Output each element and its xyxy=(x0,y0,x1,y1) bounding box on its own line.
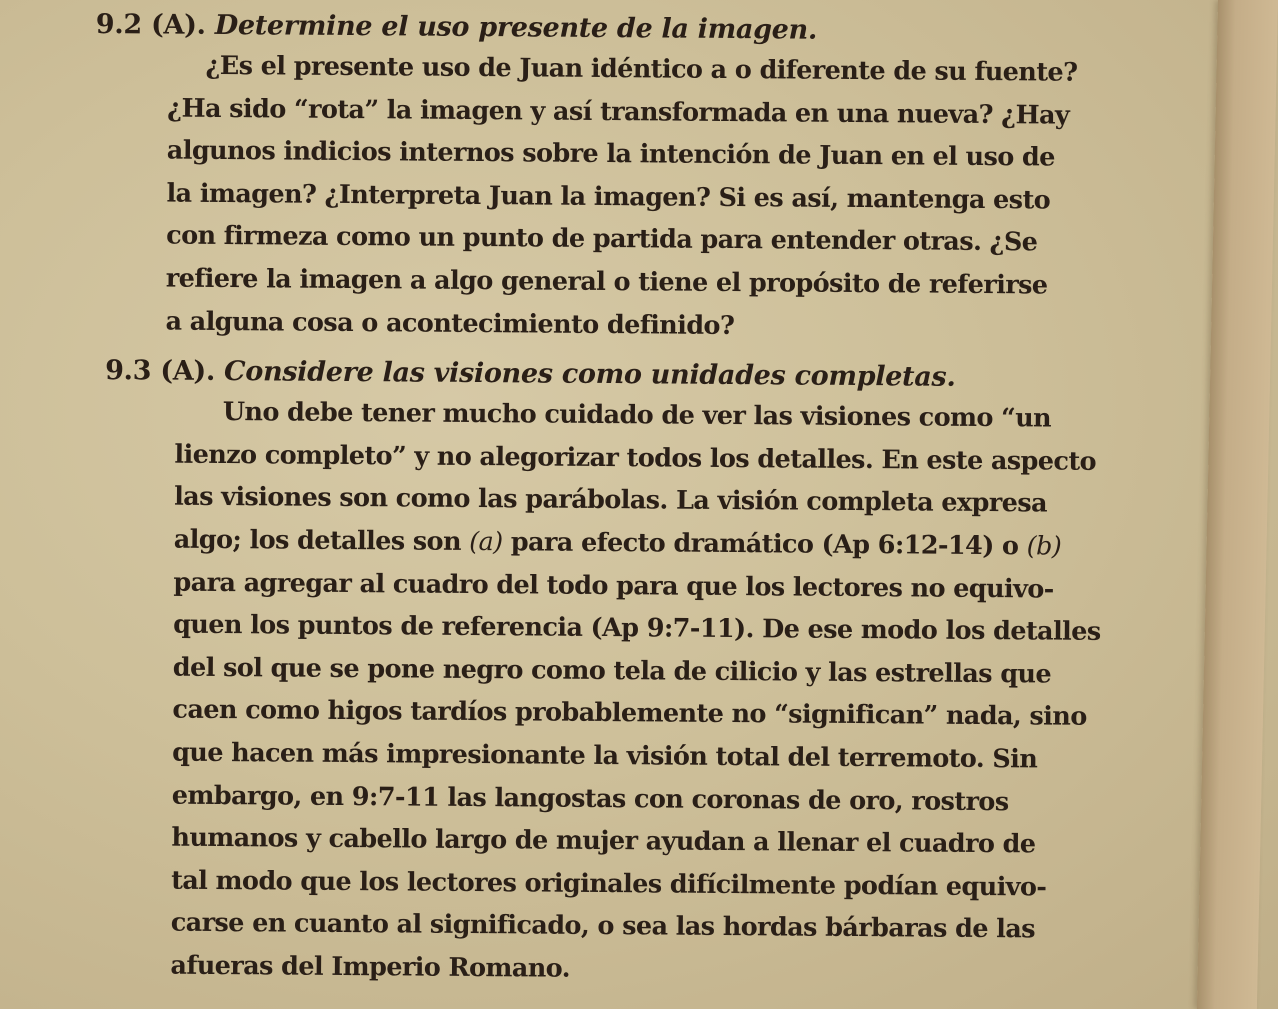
text-line: para agregar al cuadro del todo para que los lectores no equivo- xyxy=(173,567,1054,605)
page-content xyxy=(88,6,1216,995)
italic-marker-a: (a) xyxy=(469,526,503,558)
section-paragraph xyxy=(100,390,1213,995)
italic-marker-b: (b) xyxy=(1026,531,1062,562)
text-line: afueras del Imperio Romano. xyxy=(170,950,571,984)
text-fragment: algo; los detalles son xyxy=(173,524,470,557)
text-line: ¿Es el presente uso de Juan idéntico a o diferente de su fuente? xyxy=(205,50,1078,88)
text-line: carse en cuanto al significado, o sea las hordas bárbaras de las xyxy=(170,907,1036,945)
text-line: quen los puntos de referencia (Ap 9:7-11). De ese modo los detalles xyxy=(173,609,1101,648)
text-line: a alguna cosa o acontecimiento definido? xyxy=(165,306,735,341)
text-line: caen como higos tardíos probablemente no “significan” nada, sino xyxy=(172,694,1087,733)
section-title: Considere las visiones como unidades completas. xyxy=(223,356,956,393)
text-line: tal modo que los lectores originales difícilmente podían equivo- xyxy=(171,865,1047,903)
text-line: embargo, en 9:7-11 las langostas con coronas de oro, rostros xyxy=(171,780,1009,817)
text-line: refiere la imagen a algo general o tiene el propósito de referirse xyxy=(165,263,1048,301)
text-line: humanos y cabello largo de mujer ayudan a llenar el cuadro de xyxy=(171,822,1036,860)
text-line: Uno debe tener mucho cuidado de ver las visiones como “un xyxy=(222,397,1052,434)
text-line: la imagen? ¿Interpreta Juan la imagen? Si es así, mantenga esto xyxy=(166,178,1051,216)
text-fragment: para efecto dramático (Ap 6:12-14) o xyxy=(502,527,1027,562)
section-number: 9.2 (A). xyxy=(95,8,206,41)
text-line: algunos indicios internos sobre la intención de Juan en el uso de xyxy=(166,135,1055,173)
text-line: ¿Ha sido “rota” la imagen y así transformada en una nueva? ¿Hay xyxy=(167,93,1070,131)
section-number: 9.3 (A). xyxy=(105,355,216,388)
section-paragraph xyxy=(93,44,1215,351)
text-line: que hacen más impresionante la visión total del terremoto. Sin xyxy=(172,737,1038,775)
section-9-2 xyxy=(93,6,1216,351)
section-title: Determine el uso presente de la imagen. xyxy=(214,9,818,46)
text-line: con firmeza como un punto de partida para entender otras. ¿Se xyxy=(166,220,1038,258)
text-line: del sol que se pone negro como tela de cilicio y las estrellas que xyxy=(172,652,1052,690)
text-line: lienzo completo” y no alegorizar todos los detalles. En este aspecto xyxy=(174,439,1097,477)
text-line: las visiones son como las parábolas. La visión completa expresa xyxy=(174,481,1048,519)
section-9-3 xyxy=(100,352,1213,995)
